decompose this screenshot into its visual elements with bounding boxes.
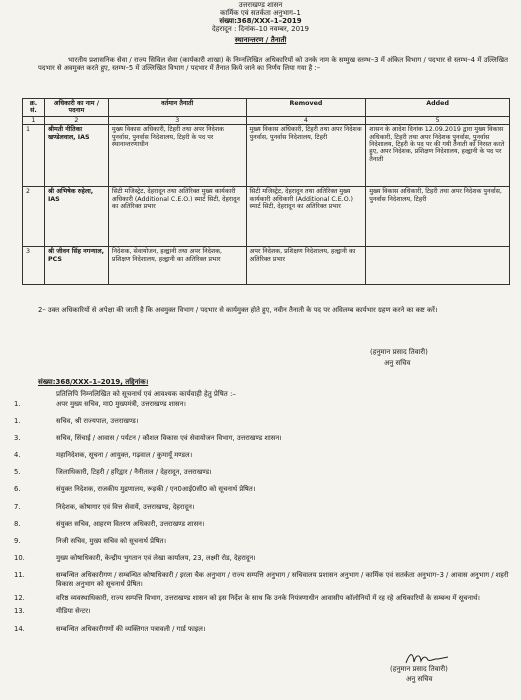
subject-heading: स्थानान्तरण / तैनाती (234, 36, 287, 44)
list-item (14, 503, 514, 513)
header-name: अधिकारी का नाम / पदनाम (44, 99, 108, 117)
col-number: 5 (366, 116, 510, 124)
item-text: संयुक्त सचिव, आहरण वितरण अधिकारी, उत्तराखण्ड शासन। (56, 519, 205, 528)
distribution-list (14, 400, 514, 642)
signatory-designation: अनु सचिव (406, 675, 433, 683)
row-sno: 2 (23, 187, 45, 247)
row-sno: 3 (23, 247, 45, 285)
list-item (14, 451, 514, 461)
row-current-posting: निदेशक, सेवायोजन, हल्द्वानी तथा अपर निदेशक, प्रशिक्षण निदेशालय, हल्द्वानी का अतिरिक्त प्रभार (108, 247, 246, 285)
signature-block-2 (390, 664, 448, 684)
item-text: सम्बन्धित अधिकारीगणों की व्यक्तिगत पत्रावली / गार्ड फाइल। (56, 624, 206, 633)
item-number: 11. (14, 570, 25, 579)
row-current-posting: सिटी मजिस्ट्रेट, देहरादून तथा अतिरिक्त मुख्य कार्यकारी अधिकारी (Additional C.E.O.) स्मार्ट सिटी, देहरादून का अतिरिक्त प्रभार (108, 187, 246, 247)
row-removed: सिटी मजिस्ट्रेट, देहरादून तथा अतिरिक्त मुख्य कार्यकारी अधिकारी (Additional C.E.O.) स्मार्ट सिटी, देहरादून का अतिरिक्त प्रभार (246, 187, 366, 247)
table-header-row (23, 99, 510, 117)
item-text: सचिव, सिंचाई / आवास / पर्यटन / कौशल विकास एवं सेवायोजन विभाग, उत्तराखण्ड शासन। (56, 434, 282, 443)
col-number: 2 (44, 116, 108, 124)
row-officer-name: श्री जीवन सिंह नगन्याल, PCS (44, 247, 108, 285)
item-text: जिलाधिकारी, टिहरी / हरिद्वार / नैनीताल / देहरादून, उत्तराखण्ड। (56, 468, 212, 477)
list-item (14, 485, 514, 495)
signatory-name: (हनुमान प्रसाद तिवारी) (370, 348, 428, 356)
col-number: 1 (23, 116, 45, 124)
list-item (14, 400, 514, 410)
item-text: सम्बन्धित अधिकारीगण / सम्बन्धित कोषाधिकारी / इरला चैक अनुभाग / राज्य सम्पत्ति अनुभाग / सचिवालय प्रशासन अनुभाग / कार्मिक एवं सतर्कता अनुभाग–3 / आवास अनुभाग / शहरी विकास अनुभाग को सूचनार्थ प्रेषित। (56, 570, 509, 589)
col-number: 4 (246, 116, 366, 124)
list-item (14, 625, 514, 635)
list-item (14, 520, 514, 530)
row-removed: अपर निदेशक, प्रशिक्षण निदेशालय, हल्द्वानी का अतिरिक्त प्रभार (246, 247, 366, 285)
list-item (14, 554, 514, 564)
list-item (14, 607, 514, 617)
memo-number: संख्या:368/XXX–1–2019, तद्दिनांक। (38, 378, 149, 386)
list-item (14, 417, 514, 427)
header-sno: क्र. सं. (23, 99, 45, 117)
item-text: अपर मुख्य सचिव, मा0 मुख्यमंत्री, उत्तराखण्ड शासन। (56, 400, 186, 408)
letterhead (0, 0, 521, 44)
row-sno: 1 (23, 125, 45, 187)
letter-number: संख्या:368/XXX–1–2019 (219, 17, 302, 25)
letter-date: देहरादून : दिनांक–10 नवम्बर, 2019 (212, 25, 309, 33)
item-number: 8. (14, 519, 21, 528)
item-text: सचिव, श्री राज्यपाल, उत्तराखण्ड। (56, 417, 139, 426)
list-item (14, 434, 514, 444)
item-text: निजी सचिव, मुख्य सचिव को सूचनार्थ प्रेषित। (56, 536, 167, 545)
instruction-paragraph: 2– उक्त अधिकारियों से अपेक्षा की जाती है कि अवमुक्त विभाग / पदभार से कार्यमुक्त होते हुए, नवीन तैनाती के पद पर अविलम्ब कार्यभार ग्रहण करने का कष्ट करें। (38, 306, 438, 314)
signatory-name: (हनुमान प्रसाद तिवारी) (390, 665, 448, 673)
item-number: 1. (14, 417, 21, 426)
list-item (14, 594, 514, 604)
copy-prefix: प्रतिलिपि निम्नलिखित को सूचनार्थ एवं आवश्यक कार्यवाही हेतु प्रेषित :– (56, 390, 236, 398)
item-number: 7. (14, 502, 21, 511)
header-added: Added (366, 99, 510, 117)
item-number: 9. (14, 536, 21, 545)
item-number: 13. (14, 607, 25, 616)
item-number: 4. (14, 451, 21, 460)
table-row (23, 247, 510, 285)
list-item (14, 571, 514, 590)
item-text: मीडिया सेन्टर। (56, 607, 91, 616)
signature-block (370, 347, 428, 369)
item-number: 5. (14, 468, 21, 477)
item-text: महानिदेशक, सूचना / आयुक्त, गढ़वाल / कुमायूँ मण्डल। (56, 451, 193, 460)
row-removed: मुख्य विकास अधिकारी, टिहरी तथा अपर निदेशक पुनर्वास, पुनर्वास निदेशालय, टिहरी (246, 125, 366, 187)
row-current-posting: मुख्य विकास अधिकारी, टिहरी तथा अपर निदेशक पुनर्वास, पुनर्वास निदेशालय, टिहरी के पद पर स्थानान्तरणाधीन (108, 125, 246, 187)
signatory-designation: अनु सचिव (384, 359, 411, 367)
row-added: मुख्य विकास अधिकारी, टिहरी तथा अपर निदेशक पुनर्वास, पुनर्वास निदेशालय, टिहरी (366, 187, 510, 247)
item-text: मुख्य कोषाधिकारी, केन्द्रीय भुगतान एवं लेखा कार्यालय, 23, लक्ष्मी रोड, देहरादून। (56, 553, 256, 562)
table-row (23, 125, 510, 187)
item-number: 10. (14, 553, 25, 562)
row-added: शासन के आदेश दिनांक 12.09.2019 द्वारा मुख्य विकास अधिकारी, टिहरी तथा अपर निदेशक पुनर्वास, पुनर्वास निदेशालय, टिहरी के पद पर की गयी तैनाती को निरस्त करते हुए, अपर निदेशक, प्रशिक्षण निदेशालय, हल्द्वानी के पद पर तैनाती (366, 125, 510, 187)
item-number: 3. (14, 434, 21, 443)
table-row (23, 187, 510, 247)
item-text: निदेशक, कोषागार एवं वित्त सेवायें, उत्तराखण्ड, देहरादून। (56, 502, 195, 511)
col-number: 3 (108, 116, 246, 124)
transfer-table (22, 98, 510, 285)
list-item (14, 468, 514, 478)
item-text: संयुक्त निदेशक, राजकीय मुद्रणालय, रूड़की / एन0आई0सी0 को सूचनार्थ प्रेषित। (56, 485, 256, 494)
item-text: वरिष्ठ व्यवस्थाधिकारी, राज्य सम्पत्ति विभाग, उत्तराखण्ड शासन को इस निर्देश के साथ कि उनके नियंत्रणाधीन आवासीय कॉलोनियों में रह रहे अधिकारियों के सम्बन्ध में सूचनार्थ। (56, 593, 480, 602)
item-number: 14. (14, 624, 25, 633)
row-officer-name: श्री अभिषेक रुहेला, IAS (44, 187, 108, 247)
header-current: वर्तमान तैनाती (108, 99, 246, 117)
header-removed: Removed (246, 99, 366, 117)
item-number: 6. (14, 485, 21, 494)
column-number-row (23, 116, 510, 124)
row-added (366, 247, 510, 285)
row-officer-name: श्रीमती नीतिका खण्डेलवाल, IAS (44, 125, 108, 187)
list-item (14, 537, 514, 547)
intro-paragraph: भारतीय प्रशासनिक सेवा / राज्य सिविल सेवा (कार्यकारी शाखा) के निम्नलिखित अधिकारियों को उनके नाम के सम्मुख स्तम्भ–3 में अंकित विभाग / पदभार से स्तम्भ–4 में उल्लिखित पदभार से अवमुक्त करते हुए, स्तम्भ–5 में उल्लिखित विभाग / पदभार में तैनात किये जाने का निर्णय लिया गया है :– (38, 56, 508, 72)
item-number: 1. (14, 400, 21, 408)
department-name: कार्मिक एवं सतर्कता अनुभाग–1 (220, 9, 301, 17)
govt-name: उत्तराखण्ड शासन (238, 1, 283, 9)
item-number: 12. (14, 593, 25, 602)
